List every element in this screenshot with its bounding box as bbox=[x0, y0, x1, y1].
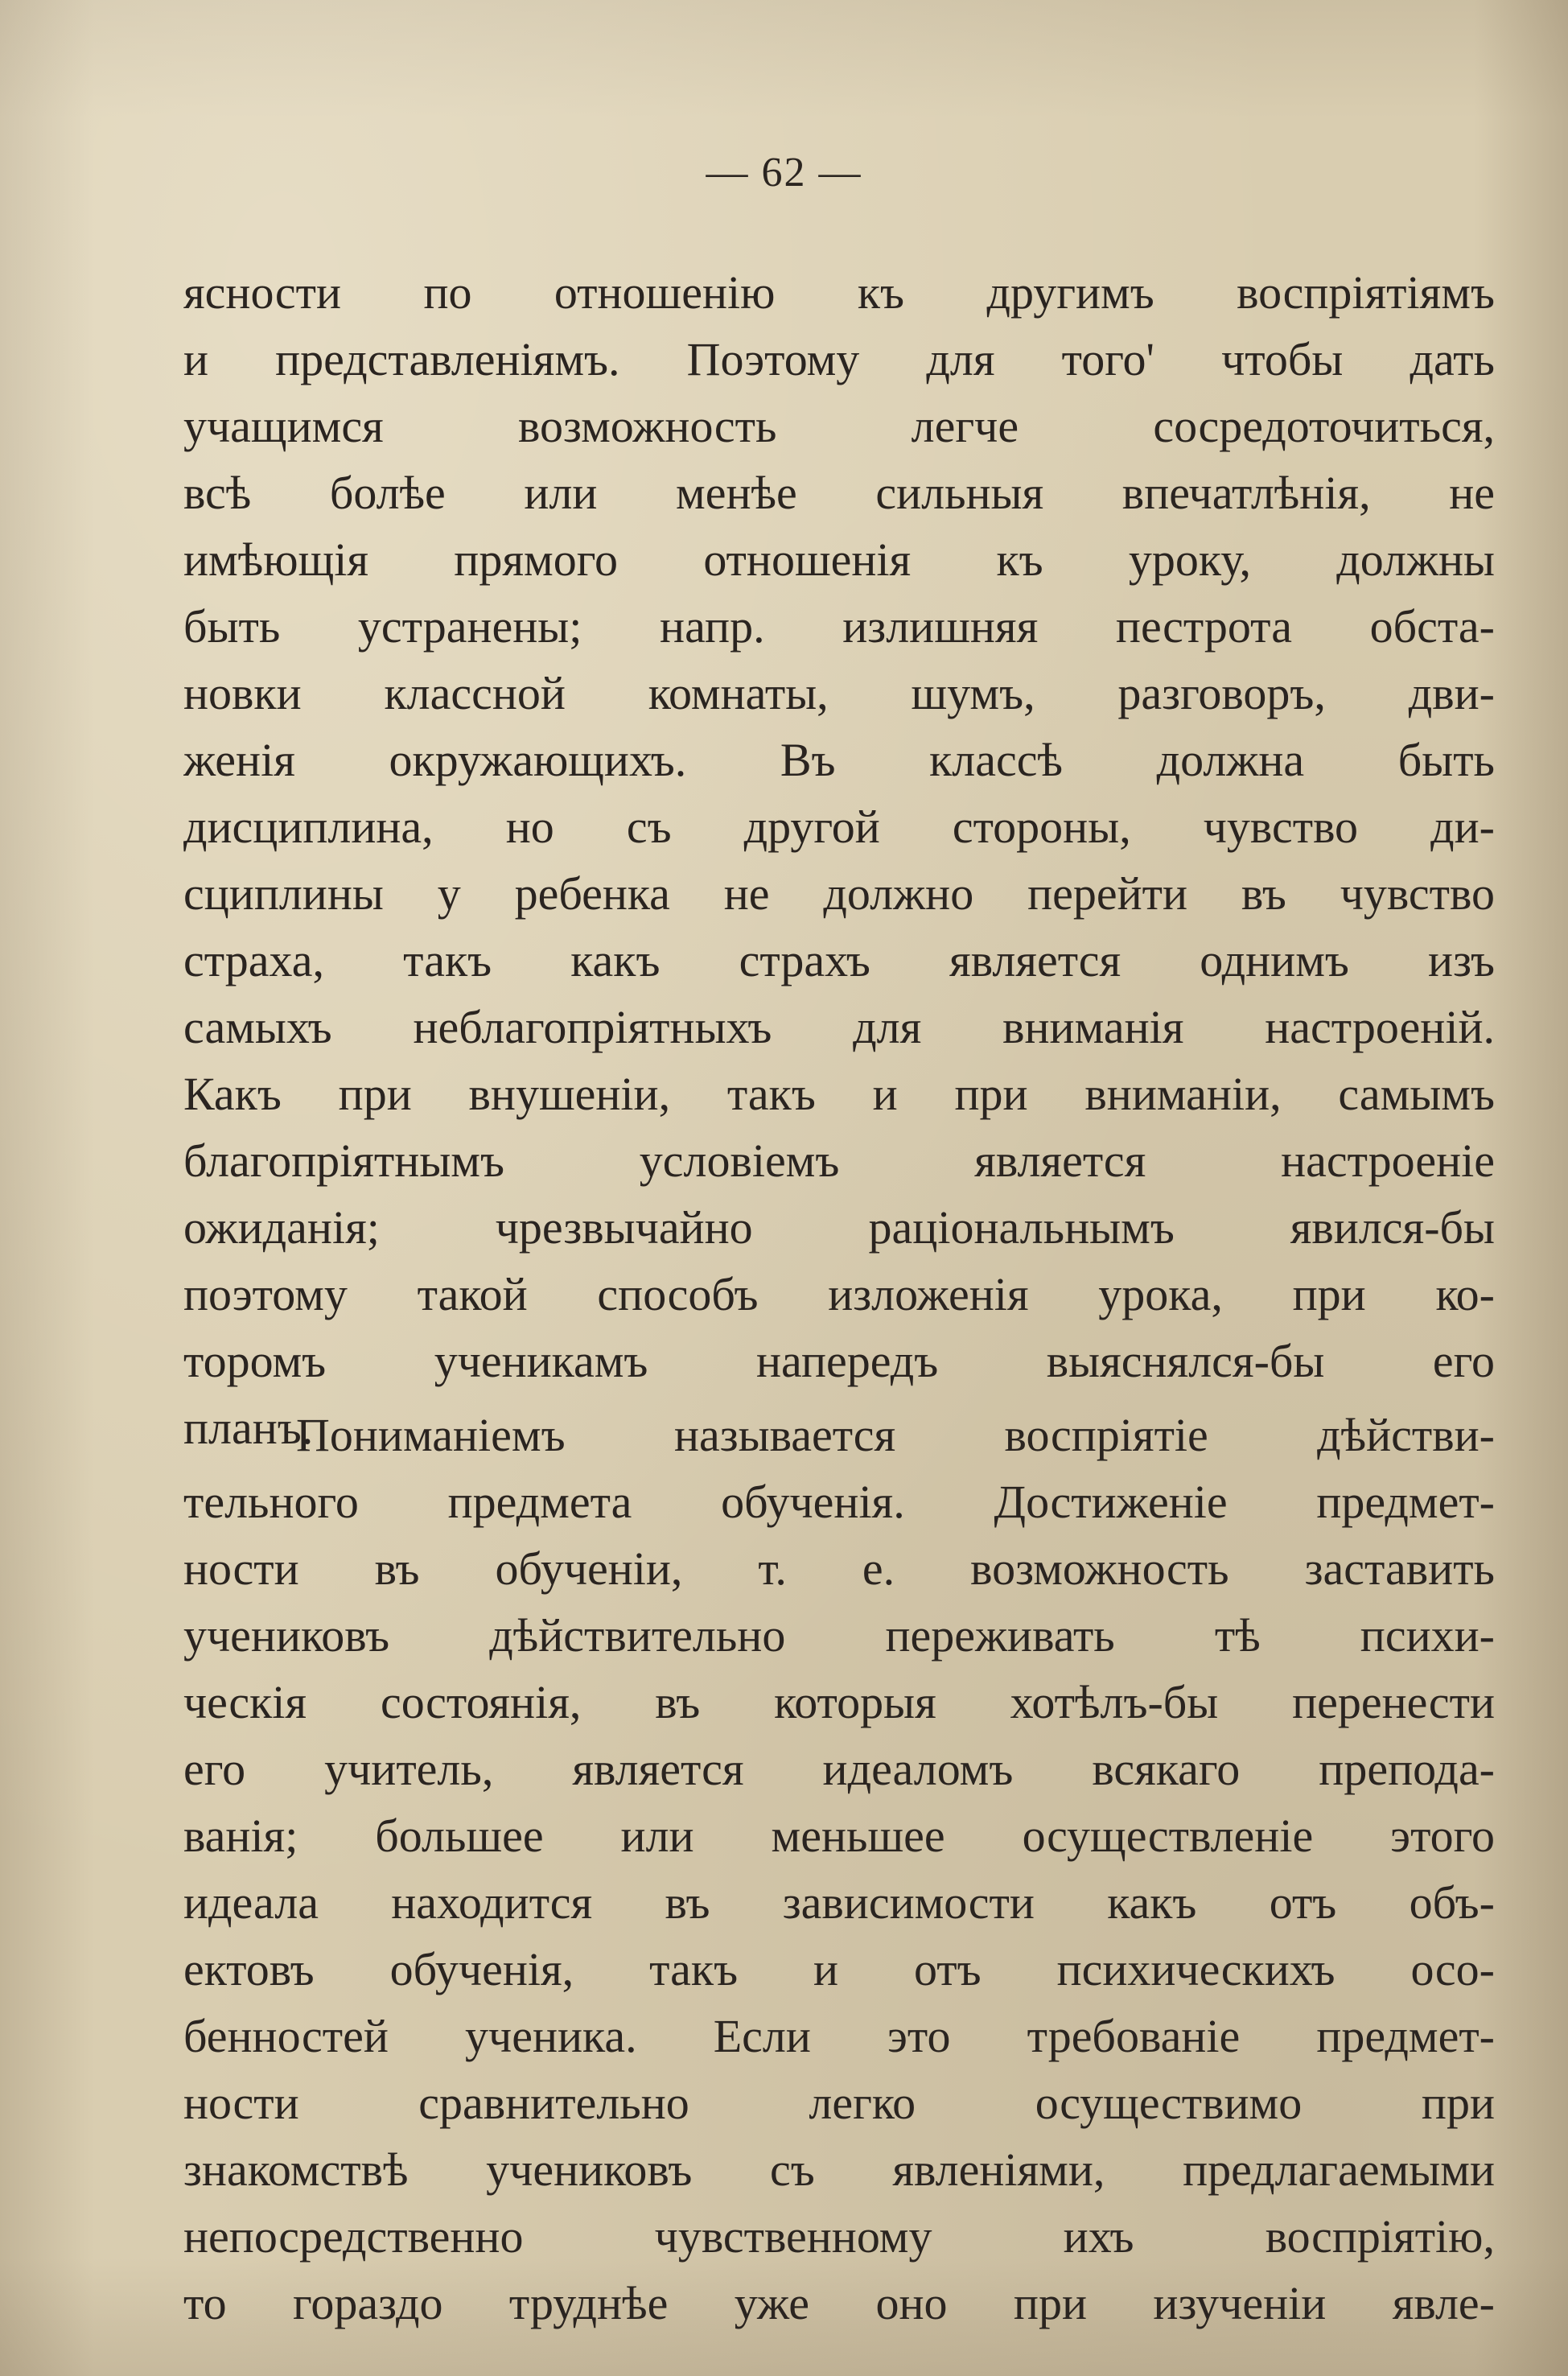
text-line: ческія состоянія, въ которыя хотѣлъ-бы перенести bbox=[183, 1676, 1495, 1728]
text-line: и представленіямъ. Поэтому для того' чтобы дать bbox=[183, 333, 1495, 385]
text-line: учениковъ дѣйствительно переживать тѣ психи- bbox=[183, 1609, 1495, 1662]
text-line: самыхъ неблагопріятныхъ для вниманія настроеній. bbox=[183, 1001, 1495, 1053]
text-line: новки классной комнаты, шумъ, разговоръ, дви- bbox=[183, 667, 1495, 719]
text-line: Пониманіемъ называется воспріятіе дѣйстви- bbox=[296, 1409, 1495, 1461]
text-line: всѣ болѣе или менѣе сильныя впечатлѣнія, не bbox=[183, 467, 1495, 519]
text-line: учащимся возможность легче сосредоточиться, bbox=[183, 400, 1495, 452]
text-line: Какъ при внушеніи, такъ и при вниманіи, самымъ bbox=[183, 1068, 1495, 1120]
text-line: ожиданія; чрезвычайно раціональнымъ явился-бы bbox=[183, 1201, 1495, 1254]
text-line: страха, такъ какъ страхъ является однимъ изъ bbox=[183, 934, 1495, 986]
text-line: бенностей ученика. Если это требованіе предмет- bbox=[183, 2010, 1495, 2062]
text-line: планъ. bbox=[183, 1402, 314, 1454]
text-line: быть устранены; напр. излишняя пестрота обста- bbox=[183, 600, 1495, 653]
text-line: сциплины у ребенка не должно перейти въ чувство bbox=[183, 867, 1495, 920]
text-line: поэтому такой способъ изложенія урока, при ко- bbox=[183, 1268, 1495, 1320]
page-number: — 62 — bbox=[706, 150, 862, 196]
text-line: ясности по отношенію къ другимъ воспріятіямъ bbox=[183, 266, 1495, 319]
text-line: имѣющія прямого отношенія къ уроку, должны bbox=[183, 533, 1495, 586]
text-line: ности въ обученіи, т. е. возможность заставить bbox=[183, 1542, 1495, 1595]
text-line: благопріятнымъ условіемъ является настроеніе bbox=[183, 1134, 1495, 1187]
text-line: женія окружающихъ. Въ классѣ должна быть bbox=[183, 734, 1495, 786]
text-line: идеала находится въ зависимости какъ отъ объ- bbox=[183, 1876, 1495, 1929]
text-line: его учитель, является идеаломъ всякаго препода- bbox=[183, 1743, 1495, 1795]
text-line: ванія; большее или меньшее осуществленіе этого bbox=[183, 1810, 1495, 1862]
text-line: знакомствѣ учениковъ съ явленіями, предлагаемыми bbox=[183, 2143, 1495, 2196]
text-line: тельного предмета обученія. Достиженіе предмет- bbox=[183, 1476, 1495, 1528]
text-line: ности сравнительно легко осуществимо при bbox=[183, 2077, 1495, 2129]
paragraph-1 bbox=[183, 259, 1495, 1461]
text-line: дисциплина, но съ другой стороны, чувство ди- bbox=[183, 801, 1495, 853]
paragraph-2 bbox=[183, 1402, 1495, 2337]
text-line: ектовъ обученія, такъ и отъ психическихъ осо- bbox=[183, 1943, 1495, 1995]
text-line: то гораздо труднѣе уже оно при изученіи явле- bbox=[183, 2277, 1495, 2329]
text-line: непосредственно чувственному ихъ воспріятію, bbox=[183, 2210, 1495, 2263]
text-line: торомъ ученикамъ напередъ выяснялся-бы его bbox=[183, 1335, 1495, 1387]
